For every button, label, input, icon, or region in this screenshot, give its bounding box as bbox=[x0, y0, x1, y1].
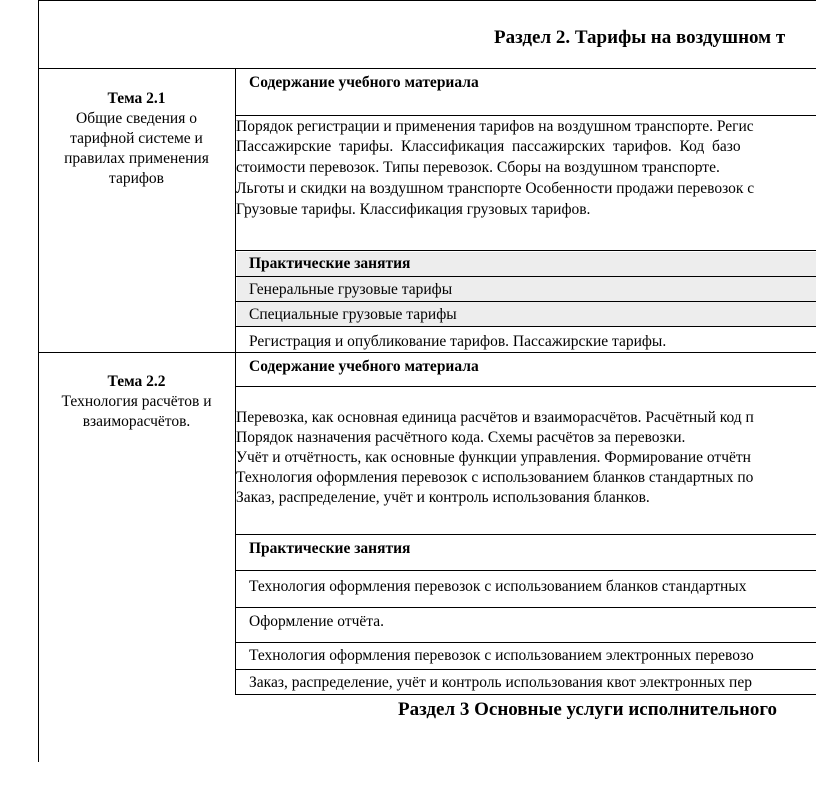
row-line bbox=[235, 276, 816, 277]
topic-subtitle-line: Технология расчётов и bbox=[61, 393, 212, 410]
row-line bbox=[235, 669, 816, 670]
row-line bbox=[235, 570, 816, 571]
content-header: Содержание учебного материала bbox=[249, 74, 479, 91]
row-line bbox=[235, 386, 816, 387]
table-top-border bbox=[38, 0, 816, 1]
practice-item: Технология оформления перевозок с использованием электронных перевозо bbox=[249, 647, 754, 664]
content-line: Грузовые тарифы. Классификация грузовых тарифов. bbox=[236, 201, 591, 218]
row-line bbox=[235, 534, 816, 535]
content-line: Технология оформления перевозок с использованием бланков стандартных по bbox=[236, 469, 754, 486]
section-title: Раздел 3 Основные услуги исполнительного bbox=[398, 699, 778, 720]
practice-item: Генеральные грузовые тарифы bbox=[249, 281, 453, 298]
topic-subtitle-line: Общие сведения о bbox=[76, 110, 197, 127]
content-line: Перевозка, как основная единица расчётов и взаиморасчётов. Расчётный код п bbox=[236, 409, 754, 426]
row-line bbox=[235, 607, 816, 608]
content-header: Содержание учебного материала bbox=[249, 358, 479, 375]
content-line: Заказ, распределение, учёт и контроль использования бланков. bbox=[236, 489, 650, 506]
practice-header: Практические занятия bbox=[249, 255, 411, 272]
topic-subtitle-line: тарифной системе и bbox=[70, 130, 203, 147]
row-line bbox=[235, 250, 816, 251]
topic-subtitle-line: правилах применения bbox=[64, 150, 209, 167]
practice-item: Регистрация и опубликование тарифов. Пассажирские тарифы. bbox=[249, 333, 667, 350]
row-line bbox=[235, 301, 816, 302]
row-line bbox=[235, 326, 816, 327]
practice-header: Практические занятия bbox=[249, 540, 411, 557]
content-line: Порядок назначения расчётного кода. Схемы расчётов за перевозки. bbox=[236, 429, 686, 446]
topic-subtitle-line: взаиморасчётов. bbox=[82, 413, 191, 430]
content-line: Пассажирские тарифы. Классификация пассажирских тарифов. Код базо bbox=[236, 138, 741, 155]
practice-item: Заказ, распределение, учёт и контроль использования квот электронных пер bbox=[249, 674, 752, 691]
section-title: Раздел 2. Тарифы на воздушном т bbox=[494, 27, 786, 48]
content-line: Льготы и скидки на воздушном транспорте Особенности продажи перевозок с bbox=[236, 180, 755, 197]
practice-item: Специальные грузовые тарифы bbox=[249, 306, 457, 323]
content-line: Учёт и отчётность, как основные функции управления. Формирование отчётн bbox=[236, 449, 751, 466]
topic-heading: Тема 2.1 bbox=[107, 90, 166, 107]
section-header-bottom bbox=[38, 68, 816, 69]
practice-item: Оформление отчёта. bbox=[249, 613, 384, 630]
content-line: Порядок регистрации и применения тарифов на воздушном транспорте. Регис bbox=[236, 118, 754, 135]
topic-heading: Тема 2.2 bbox=[107, 373, 166, 390]
content-line: стоимости перевозок. Типы перевозок. Сборы на воздушном транспорте. bbox=[236, 159, 720, 176]
practice-item: Технология оформления перевозок с использованием бланков стандартных bbox=[249, 578, 747, 595]
row-line bbox=[235, 642, 816, 643]
row-line bbox=[235, 694, 816, 695]
topic-subtitle-line: тарифов bbox=[109, 170, 164, 187]
